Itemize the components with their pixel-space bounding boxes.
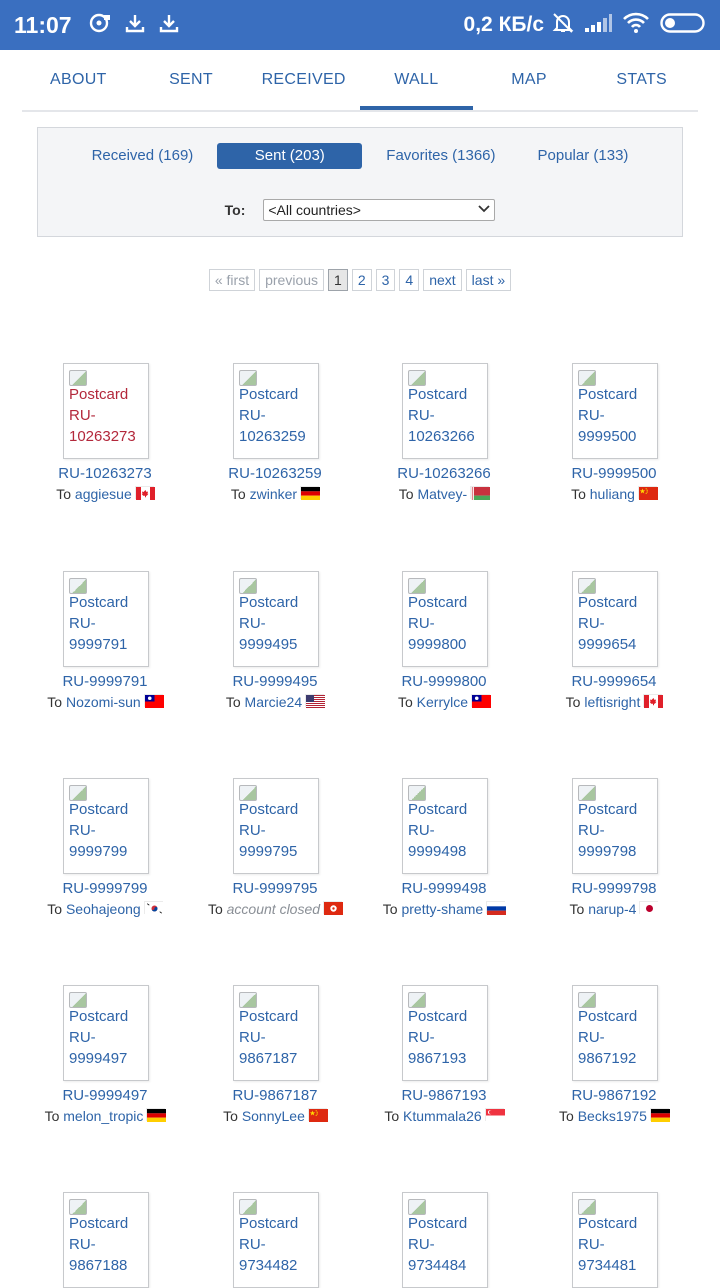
chevron-down-icon: [478, 204, 490, 216]
postcard-alt-text: RU-: [239, 1236, 266, 1253]
postcard-alt-text: RU-: [69, 615, 96, 632]
pager-page-4[interactable]: 4: [399, 269, 419, 291]
postcard-alt-text: Postcard: [69, 801, 129, 818]
postcard-alt-text: RU-: [69, 407, 96, 424]
to-label: To: [56, 486, 72, 502]
recipient-line: [20, 1108, 190, 1124]
recipient-user-link: account closed: [226, 901, 321, 917]
recipient-line: [529, 901, 699, 917]
pager-page-3[interactable]: 3: [376, 269, 396, 291]
download-icon: [159, 13, 179, 37]
pagination: [0, 269, 720, 291]
pager-first[interactable]: « first: [209, 269, 255, 291]
pager-page-2[interactable]: 2: [352, 269, 372, 291]
to-label: To: [559, 1108, 574, 1124]
postcard-alt-text: RU-: [69, 1029, 96, 1046]
signal-icon: [584, 13, 612, 38]
postcard-alt-text: Postcard: [578, 594, 638, 611]
postcard-thumbnail[interactable]: [402, 1192, 488, 1288]
country-filter-row: [38, 199, 682, 221]
postcard-thumbnail[interactable]: [572, 778, 658, 874]
filter-sent[interactable]: Sent (203): [217, 143, 362, 169]
postcard-thumbnail[interactable]: [572, 985, 658, 1081]
postcard-thumbnail[interactable]: [402, 778, 488, 874]
canada-flag-icon: [643, 694, 662, 707]
taiwan-flag-icon: [144, 694, 163, 707]
battery-icon: [660, 12, 706, 39]
to-label: To: [397, 694, 413, 710]
postcard-alt-text: 10263273: [69, 428, 136, 445]
postcard-thumbnail[interactable]: [572, 363, 658, 459]
postcard-alt-text: RU-: [408, 615, 435, 632]
postcard-alt-text: 9734482: [239, 1257, 298, 1274]
china-flag-icon: [638, 486, 657, 499]
recipient-line: [20, 694, 190, 710]
postcard-id-link[interactable]: RU-9999500: [571, 465, 657, 482]
postcard-alt-text: RU-: [239, 615, 266, 632]
postcard-alt-text: Postcard: [239, 386, 299, 403]
postcard-alt-text: 9867193: [408, 1050, 467, 1067]
recipient-line: [359, 901, 529, 917]
postcard-alt-text: RU-: [239, 1029, 266, 1046]
pager-next[interactable]: next: [423, 269, 461, 291]
tab-stats[interactable]: STATS: [616, 71, 668, 88]
postcard-thumbnail[interactable]: [402, 985, 488, 1081]
postcard-alt-text: 9734484: [408, 1257, 467, 1274]
usa-flag-icon: [305, 694, 324, 707]
recipient-user-link[interactable]: Marcie24: [244, 694, 303, 710]
to-label: To:: [224, 202, 246, 218]
postcard-alt-text: 9734481: [578, 1257, 637, 1274]
postcard-alt-text: Postcard: [578, 1008, 638, 1025]
postcard-thumbnail[interactable]: [233, 363, 319, 459]
postcard-thumbnail[interactable]: [63, 778, 149, 874]
recipient-line: [359, 1108, 529, 1124]
recipient-user-link[interactable]: SonnyLee: [241, 1108, 305, 1124]
postcard-alt-text: RU-: [578, 1029, 605, 1046]
postcard-alt-text: 9999654: [578, 636, 637, 653]
to-label: To: [223, 1108, 238, 1124]
postcard-thumbnail[interactable]: [572, 571, 658, 667]
postcard-thumbnail[interactable]: [233, 985, 319, 1081]
postcard-alt-text: RU-: [578, 407, 605, 424]
postcard-alt-text: 10263259: [239, 428, 306, 445]
postcard-thumbnail[interactable]: [572, 1192, 658, 1288]
recipient-user-link[interactable]: Becks1975: [577, 1108, 647, 1124]
country-select[interactable]: [263, 199, 495, 221]
postcard-id-link[interactable]: RU-9999798: [571, 880, 657, 897]
postcard-thumbnail[interactable]: [402, 571, 488, 667]
postcard-alt-text: RU-: [408, 407, 435, 424]
recipient-line: [190, 901, 360, 917]
postcard-alt-text: RU-: [69, 1236, 96, 1253]
tab-received[interactable]: RECEIVED: [261, 71, 346, 88]
postcard-id-link[interactable]: RU-9999495: [232, 673, 318, 690]
recipient-line: [359, 694, 529, 710]
recipient-line: [359, 486, 529, 502]
postcard-alt-text: Postcard: [69, 594, 129, 611]
postcard-id-link[interactable]: RU-9999497: [62, 1087, 148, 1104]
postcard-id-link[interactable]: RU-9999799: [62, 880, 148, 897]
postcard-id-link[interactable]: RU-9999795: [232, 880, 318, 897]
postcard-alt-text: Postcard: [239, 1215, 299, 1232]
hong-kong-flag-icon: [323, 901, 342, 914]
postcard-alt-text: Postcard: [239, 1008, 299, 1025]
postcard-id-link[interactable]: RU-10263259: [228, 465, 322, 482]
postcard-alt-text: 9999498: [408, 843, 467, 860]
postcard-thumbnail[interactable]: [233, 571, 319, 667]
postcard-thumbnail[interactable]: [233, 1192, 319, 1288]
postcard-id-link[interactable]: RU-9867193: [401, 1087, 487, 1104]
china-flag-icon: [308, 1108, 327, 1121]
hotspot-icon: [89, 13, 111, 37]
recipient-line: [20, 486, 190, 502]
postcard-alt-text: Postcard: [408, 386, 468, 403]
download-icon: [125, 13, 145, 37]
recipient-line: [190, 486, 360, 502]
to-label: To: [225, 694, 241, 710]
tab-map[interactable]: MAP: [511, 71, 547, 88]
postcard-id-link[interactable]: RU-9999791: [62, 673, 148, 690]
japan-flag-icon: [639, 901, 658, 914]
postcard-id-link[interactable]: RU-9867192: [571, 1087, 657, 1104]
russia-flag-icon: [486, 901, 505, 914]
recipient-user-link[interactable]: Nozomi-sun: [65, 694, 141, 710]
postcard-alt-text: Postcard: [69, 1215, 129, 1232]
postcard-alt-text: RU-: [408, 1236, 435, 1253]
postcard-alt-text: 9999799: [69, 843, 128, 860]
postcard-alt-text: Postcard: [239, 801, 299, 818]
postcard-alt-text: RU-: [239, 822, 266, 839]
postcard-id-link[interactable]: RU-9999654: [571, 673, 657, 690]
recipient-user-link[interactable]: narup-4: [588, 901, 637, 917]
canada-flag-icon: [135, 486, 154, 499]
germany-flag-icon: [650, 1108, 669, 1121]
singapore-flag-icon: [485, 1108, 504, 1121]
recipient-line: [529, 486, 699, 502]
to-label: To: [47, 694, 63, 710]
main-tabs: [22, 50, 698, 112]
belarus-flag-icon: [470, 486, 489, 499]
postcard-alt-text: RU-: [69, 822, 96, 839]
to-label: To: [569, 901, 585, 917]
germany-flag-icon: [300, 486, 319, 499]
postcard-alt-text: Postcard: [408, 1215, 468, 1232]
status-bar: [0, 0, 720, 50]
country-select-value: <All countries>: [268, 202, 361, 218]
clock: 11:07: [14, 11, 72, 38]
postcard-alt-text: 9867188: [69, 1257, 128, 1274]
postcard-id-link[interactable]: RU-10263273: [58, 465, 152, 482]
postcard-alt-text: RU-: [578, 822, 605, 839]
postcard-alt-text: 9999798: [578, 843, 637, 860]
tab-wall[interactable]: WALL: [360, 50, 473, 110]
recipient-user-link[interactable]: pretty-shame: [401, 901, 484, 917]
to-label: To: [384, 1108, 400, 1124]
postcard-alt-text: Postcard: [578, 386, 638, 403]
pager-page-1[interactable]: 1: [328, 269, 348, 291]
tab-sent[interactable]: SENT: [169, 71, 213, 88]
postcard-alt-text: 10263266: [408, 428, 475, 445]
postcard-alt-text: Postcard: [69, 386, 129, 403]
recipient-line: [529, 694, 699, 710]
mute-icon: [552, 12, 574, 39]
postcard-thumbnail[interactable]: [63, 571, 149, 667]
recipient-user-link[interactable]: Ktummala26: [403, 1108, 482, 1124]
postcard-alt-text: Postcard: [239, 594, 299, 611]
recipient-user-link[interactable]: huliang: [589, 486, 635, 502]
postcard-id-link[interactable]: RU-9999498: [401, 880, 487, 897]
recipient-user-link[interactable]: melon_tropic: [63, 1108, 144, 1124]
wifi-icon: [622, 12, 650, 39]
filter-received[interactable]: Received (169): [91, 147, 194, 164]
recipient-line: [190, 694, 360, 710]
postcard-alt-text: RU-: [578, 1236, 605, 1253]
to-label: To: [398, 486, 414, 502]
postcard-thumbnail[interactable]: [63, 1192, 149, 1288]
postcard-alt-text: Postcard: [408, 594, 468, 611]
recipient-user-link[interactable]: leftisright: [584, 694, 641, 710]
recipient-line: [20, 901, 190, 917]
postcard-alt-text: Postcard: [408, 1008, 468, 1025]
recipient-user-link[interactable]: Matvey-: [417, 486, 468, 502]
tab-about[interactable]: ABOUT: [50, 71, 107, 88]
postcard-id-link[interactable]: RU-9867187: [232, 1087, 318, 1104]
recipient-line: [190, 1108, 360, 1124]
wall-filter: [37, 127, 683, 237]
postcard-id-link[interactable]: RU-9999800: [401, 673, 487, 690]
taiwan-flag-icon: [471, 694, 490, 707]
pager-previous[interactable]: previous: [259, 269, 324, 291]
filter-popular[interactable]: Popular (133): [537, 147, 629, 164]
to-label: To: [47, 901, 63, 917]
postcard-alt-text: 9999795: [239, 843, 298, 860]
postcard-alt-text: RU-: [408, 1029, 435, 1046]
network-speed: 0,2 КБ/с: [463, 13, 544, 36]
to-label: To: [571, 486, 586, 502]
postcard-alt-text: 9867192: [578, 1050, 637, 1067]
germany-flag-icon: [146, 1108, 165, 1121]
postcard-alt-text: RU-: [578, 615, 605, 632]
pager-last[interactable]: last »: [466, 269, 511, 291]
postcard-alt-text: 9999800: [408, 636, 467, 653]
postcard-alt-text: RU-: [408, 822, 435, 839]
postcard-alt-text: 9999791: [69, 636, 128, 653]
postcard-alt-text: 9999497: [69, 1050, 128, 1067]
postcard-alt-text: 9999495: [239, 636, 298, 653]
to-label: To: [230, 486, 246, 502]
postcard-alt-text: Postcard: [578, 1215, 638, 1232]
postcard-alt-text: 9867187: [239, 1050, 298, 1067]
south-korea-flag-icon: [144, 901, 163, 914]
postcard-thumbnail[interactable]: [402, 363, 488, 459]
to-label: To: [207, 901, 223, 917]
to-label: To: [44, 1108, 60, 1124]
recipient-line: [529, 1108, 699, 1124]
postcard-alt-text: Postcard: [69, 1008, 129, 1025]
recipient-user-link[interactable]: zwinker: [249, 486, 298, 502]
postcard-thumbnail[interactable]: [63, 363, 149, 459]
recipient-user-link[interactable]: Kerrylce: [416, 694, 469, 710]
postcard-id-link[interactable]: RU-10263266: [397, 465, 491, 482]
recipient-user-link[interactable]: Seohajeong: [65, 901, 141, 917]
to-label: To: [382, 901, 398, 917]
postcard-alt-text: Postcard: [578, 801, 638, 818]
filter-favorites[interactable]: Favorites (1366): [386, 147, 496, 164]
filter-tabs: [38, 128, 682, 169]
postcard-alt-text: 9999500: [578, 428, 637, 445]
postcard-thumbnail[interactable]: [63, 985, 149, 1081]
recipient-user-link[interactable]: aggiesue: [74, 486, 132, 502]
postcard-thumbnail[interactable]: [233, 778, 319, 874]
postcard-alt-text: RU-: [239, 407, 266, 424]
to-label: To: [565, 694, 581, 710]
postcard-alt-text: Postcard: [408, 801, 468, 818]
